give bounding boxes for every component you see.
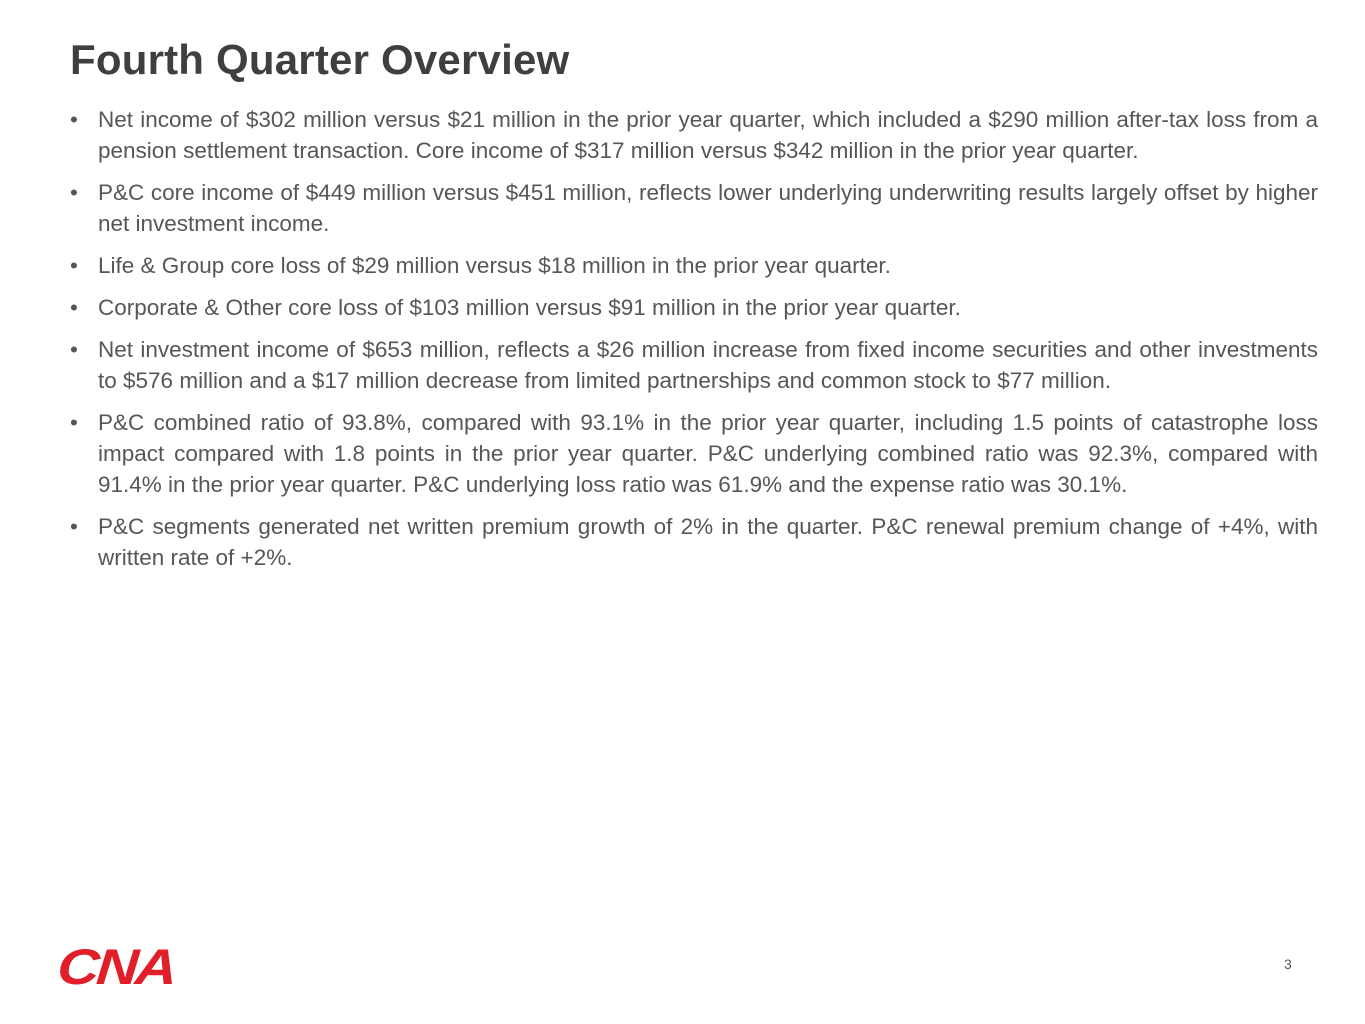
bullet-item-net-investment-income: • Net investment income of $653 million, reflects a $26 million increase from fixed income securities and other investments to $576 million and a $17 million decrease from limited partnerships and common stock to $77 million. xyxy=(68,334,1318,396)
cna-logo: CNA xyxy=(55,938,177,996)
bullet-item-net-income: • Net income of $302 million versus $21 million in the prior year quarter, which included a $290 million after-tax loss from a pension settlement transaction. Core income of $317 million versus $342 million in the prior year quarter. xyxy=(68,104,1318,166)
bullet-item-corporate-other-core-loss: • Corporate & Other core loss of $103 million versus $91 million in the prior year quarter. xyxy=(68,292,1318,323)
bullet-item-pc-combined-ratio: • P&C combined ratio of 93.8%, compared with 93.1% in the prior year quarter, including 1.5 points of catastrophe loss impact compared with 1.8 points in the prior year quarter. P&C underlying combined ratio was 92.3%, compared with 91.4% in the prior year quarter. P&C underlying loss ratio was 61.9% and the expense ratio was 30.1%. xyxy=(68,407,1318,500)
bullet-list xyxy=(68,104,1318,584)
bullet-item-life-group-core-loss: • Life & Group core loss of $29 million versus $18 million in the prior year quarter. xyxy=(68,250,1318,281)
page-number: 3 xyxy=(1284,956,1292,972)
page-title: Fourth Quarter Overview xyxy=(70,36,570,83)
bullet-item-pc-premium-growth: • P&C segments generated net written premium growth of 2% in the quarter. P&C renewal premium change of +4%, with written rate of +2%. xyxy=(68,511,1318,573)
bullet-item-pc-core-income: • P&C core income of $449 million versus $451 million, reflects lower underlying underwriting results largely offset by higher net investment income. xyxy=(68,177,1318,239)
